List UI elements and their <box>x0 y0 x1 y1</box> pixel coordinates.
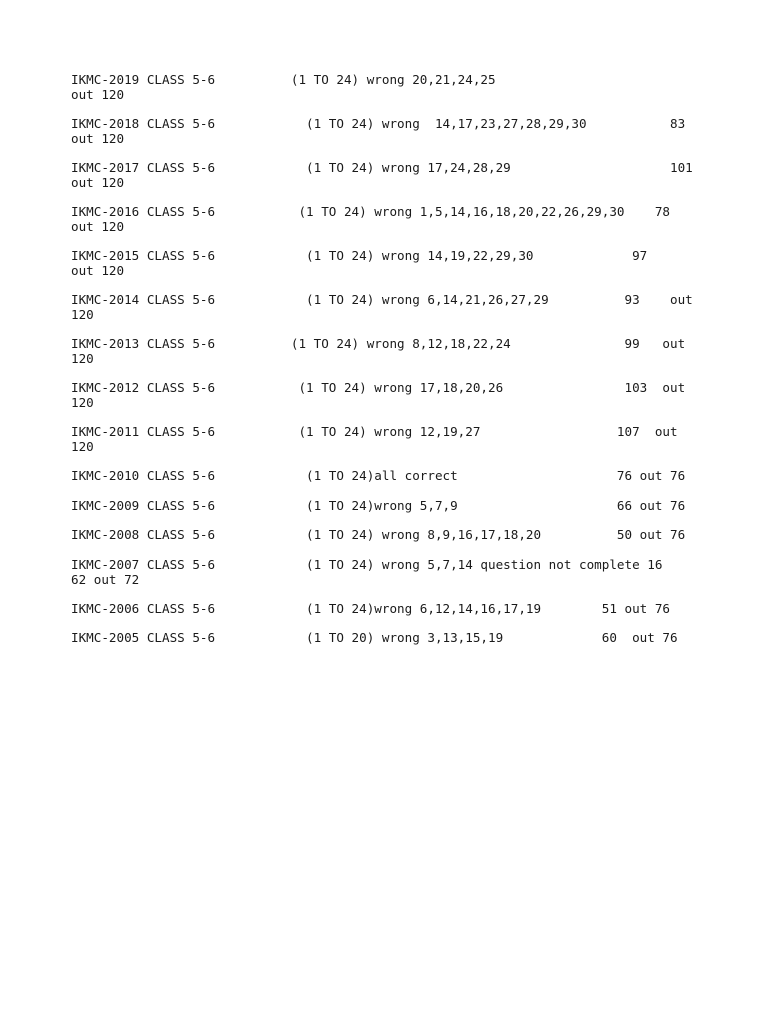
result-line-2014: IKMC-2014 CLASS 5-6 (1 TO 24) wrong 6,14,21,26,27,29 93 out 120 <box>71 292 693 322</box>
result-line-2010: IKMC-2010 CLASS 5-6 (1 TO 24)all correct 76 out 76 <box>71 468 686 483</box>
result-line-2009: IKMC-2009 CLASS 5-6 (1 TO 24)wrong 5,7,9 66 out 76 <box>71 497 686 513</box>
result-line-2007: IKMC-2007 CLASS 5-6 (1 TO 24) wrong 5,7,14 question not complete 16 62 out 72 <box>71 556 663 587</box>
result-line-2015: IKMC-2015 CLASS 5-6 (1 TO 24) wrong 14,19,22,29,30 97 out 120 <box>71 248 648 278</box>
result-line-2008: IKMC-2008 CLASS 5-6 (1 TO 24) wrong 8,9,16,17,18,20 50 out 76 <box>71 527 686 542</box>
result-line-2017: IKMC-2017 CLASS 5-6 (1 TO 24) wrong 17,24,28,29 101 out 120 <box>71 160 693 190</box>
result-line-2005: IKMC-2005 CLASS 5-6 (1 TO 20) wrong 3,13,15,19 60 out 76 <box>71 630 678 645</box>
results-list <box>71 72 701 660</box>
result-line-2011: IKMC-2011 CLASS 5-6 (1 TO 24) wrong 12,19,27 107 out 120 <box>71 424 678 454</box>
result-line-2016: IKMC-2016 CLASS 5-6 (1 TO 24) wrong 1,5,14,16,18,20,22,26,29,30 78 out 120 <box>71 204 670 234</box>
result-line-2019: IKMC-2019 CLASS 5-6 (1 TO 24) wrong 20,21,24,25 out 120 <box>71 72 496 102</box>
result-line-2018: IKMC-2018 CLASS 5-6 (1 TO 24) wrong 14,17,23,27,28,29,30 83 out 120 <box>71 116 686 146</box>
result-line-2012: IKMC-2012 CLASS 5-6 (1 TO 24) wrong 17,18,20,26 103 out 120 <box>71 380 686 410</box>
result-line-2013: IKMC-2013 CLASS 5-6 (1 TO 24) wrong 8,12,18,22,24 99 out 120 <box>71 336 686 366</box>
result-line-2006: IKMC-2006 CLASS 5-6 (1 TO 24)wrong 6,12,14,16,17,19 51 out 76 <box>71 600 670 616</box>
